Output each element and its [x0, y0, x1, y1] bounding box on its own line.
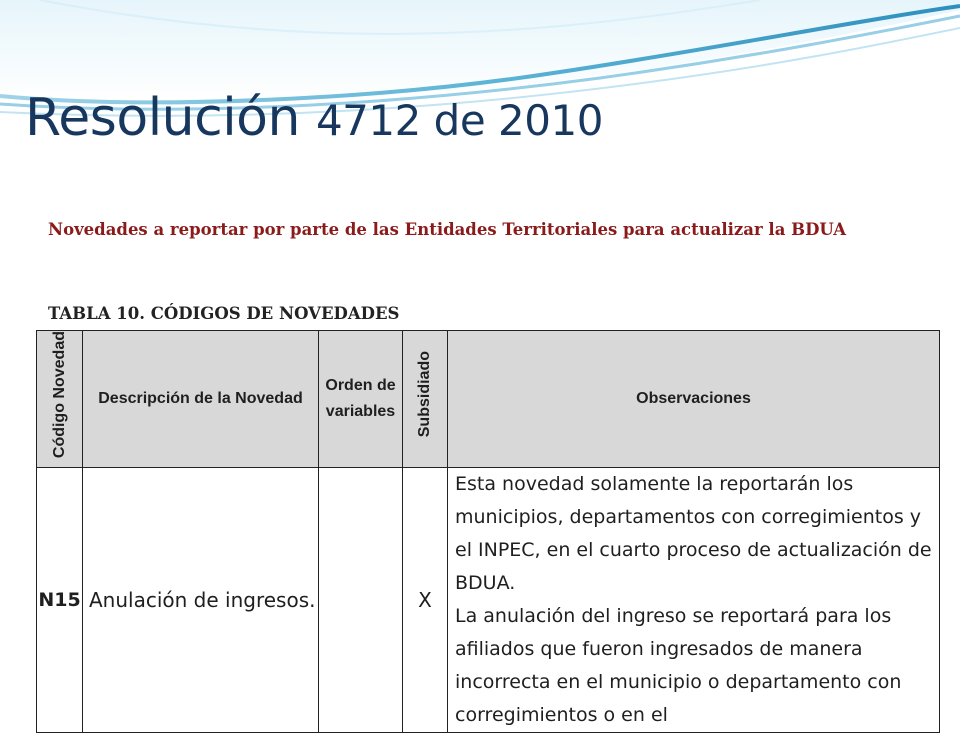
- cell-subsidiado: X: [403, 468, 448, 733]
- cell-orden: [319, 468, 403, 733]
- table-row: [37, 468, 940, 733]
- observation-paragraph: La anulación del ingreso se reportará para los afiliados que fueron ingresados de manera incorrecta en el municipio o departamento con corregimientos o en el: [455, 605, 902, 727]
- observation-paragraph: Esta novedad solamente la reportarán los municipios, departamentos con corregimientos y el INPEC, en el cuarto proceso de actualización de BDUA.: [455, 473, 932, 595]
- cell-observaciones: [448, 468, 940, 733]
- header-subsidiado: Subsidiado: [403, 331, 448, 468]
- header-observaciones: Observaciones: [448, 331, 940, 468]
- header-descripcion: Descripción de la Novedad: [83, 331, 319, 468]
- header-orden: Orden de variables: [319, 331, 403, 468]
- slide-title: [25, 88, 603, 148]
- slide-subtitle: Novedades a reportar por parte de las Entidades Territoriales para actualizar la BDUA: [48, 220, 847, 239]
- header-codigo: Código Novedad: [37, 331, 83, 468]
- title-prefix: Resolución: [25, 88, 300, 148]
- table-caption: TABLA 10. CÓDIGOS DE NOVEDADES: [48, 304, 400, 323]
- cell-descripcion: Anulación de ingresos.: [83, 468, 319, 733]
- cell-codigo: N15: [37, 468, 83, 733]
- codes-table: [36, 330, 940, 733]
- title-number: 4712 de 2010: [315, 96, 603, 145]
- table-header-row: [37, 331, 940, 468]
